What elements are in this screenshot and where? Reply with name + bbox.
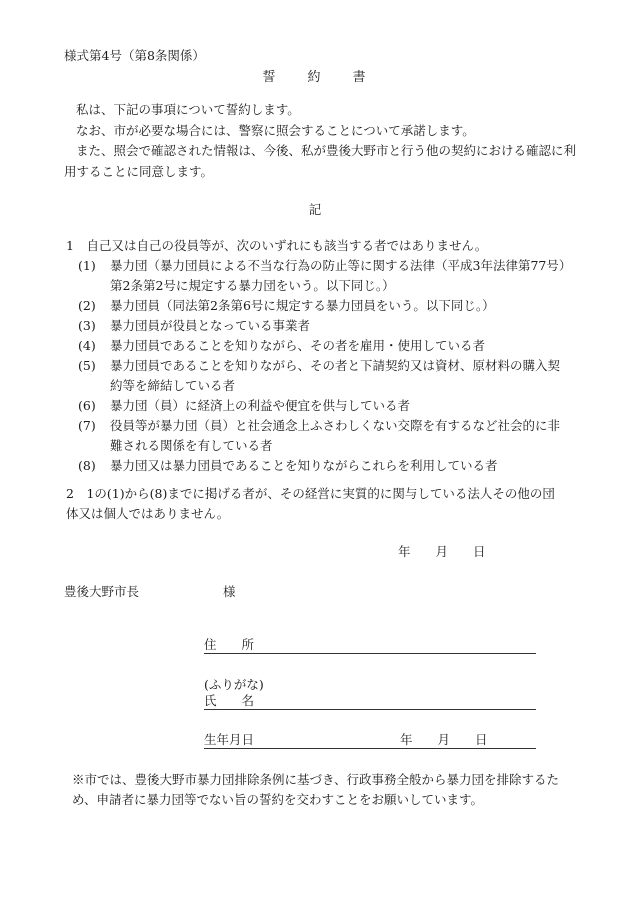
item-number: (7): [78, 418, 96, 433]
item-text: 暴力団（暴力団員による不当な行為の防止等に関する法律（平成3年法律第77号）第2条第2号に規定する暴力団をいう。以下同じ。）: [110, 258, 566, 293]
intro-line: また、照会で確認された情報は、今後、私が豊後大野市と行う他の契約における確認に利用することに同意します。: [64, 143, 577, 179]
item-number: (1): [78, 258, 96, 273]
item-number: (8): [78, 458, 96, 473]
birthdate-ymd: 年 月 日: [400, 732, 488, 747]
item-text: 暴力団又は暴力団員であることを知りながらこれらを利用している者: [110, 458, 498, 473]
item-text: 暴力団員であることを知りながら、その者と下請契約又は資材、原材料の購入契約等を締結している者: [110, 358, 561, 393]
list-item: [66, 256, 566, 296]
list-item: [66, 356, 566, 396]
address-label: 住 所: [204, 637, 255, 652]
footnote-text: ※市では、豊後大野市暴力団排除条例に基づき、行政事務全般から暴力団を排除するため、申請者に暴力団等でない旨の誓約を交わすことをお願いしています。: [72, 772, 560, 807]
clause-1-heading: 1 自己又は自己の役員等が、次のいずれにも該当する者ではありません。: [66, 238, 488, 253]
intro-line: なお、市が必要な場合には、警察に照会することについて承諾します。: [76, 122, 475, 138]
document-title: 誓 約 書: [262, 70, 368, 85]
item-text: 役員等が暴力団（員）と社会通念上ふさわしくない交際を有するなど社会的に非難される関係を有している者: [110, 418, 561, 453]
item-text: 暴力団員（同法第2条第6号に規定する暴力団員をいう。以下同じ。）: [110, 298, 495, 313]
addressee: 豊後大野市長: [64, 584, 140, 599]
footnote: [72, 770, 582, 810]
item-number: (3): [78, 318, 96, 333]
furigana-label: (ふりがな): [204, 677, 264, 692]
birthdate-label: 生年月日: [204, 732, 255, 747]
name-field[interactable]: [204, 691, 536, 710]
item-number: (5): [78, 358, 96, 373]
item-number: (6): [78, 398, 96, 413]
address-field[interactable]: [204, 635, 536, 654]
list-item: [66, 416, 566, 456]
clause-1: [66, 236, 566, 476]
item-text: 暴力団員が役員となっている事業者: [110, 318, 311, 333]
list-item: [66, 296, 566, 316]
item-text: 暴力団員であることを知りながら、その者を雇用・使用している者: [110, 338, 486, 353]
item-number: (2): [78, 298, 96, 313]
list-item: [66, 316, 566, 336]
clause-1-items: [66, 256, 566, 476]
list-item: [66, 336, 566, 356]
ki-heading: 記: [308, 202, 322, 217]
intro-paragraphs: [64, 100, 584, 182]
list-item: [66, 396, 566, 416]
honorific: 様: [223, 584, 236, 599]
clause-2: 2 1の(1)から(8)までに掲げる者が、その経営に実質的に関与している法人その他の団体又は個人ではありません。: [66, 486, 555, 521]
item-number: (4): [78, 338, 96, 353]
item-text: 暴力団（員）に経済上の利益や便宜を供与している者: [110, 398, 411, 413]
birthdate-field[interactable]: [204, 730, 536, 749]
form-number: 様式第4号（第8条関係）: [64, 48, 205, 63]
intro-line: 私は、下記の事項について誓約します。: [76, 102, 300, 117]
name-label: 氏 名: [204, 693, 255, 708]
submission-date[interactable]: 年 月 日: [398, 544, 486, 559]
list-item: [66, 456, 566, 476]
